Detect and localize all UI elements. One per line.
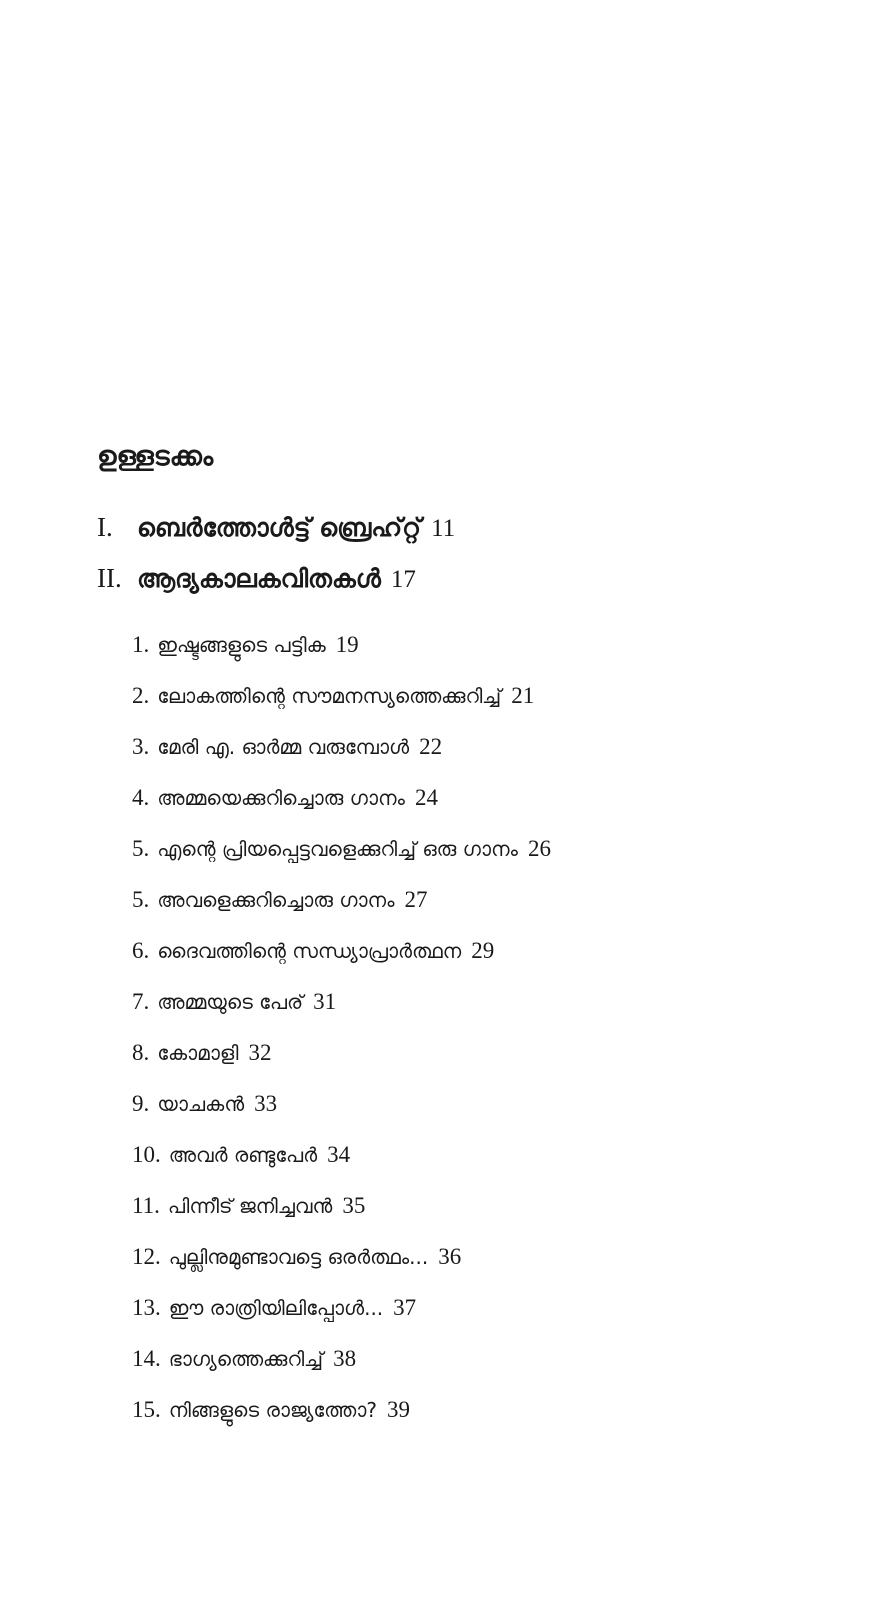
entry-number: 6. <box>132 938 150 963</box>
entry-page-number: 34 <box>327 1142 351 1167</box>
entry-number: 7. <box>132 989 150 1014</box>
entry-page-number: 22 <box>419 734 443 759</box>
entry-page-number: 24 <box>414 785 438 810</box>
entry-page-number: 27 <box>404 887 428 912</box>
toc-entry <box>132 1395 551 1446</box>
entry-title: മേരി എ. ഓർമ്മ വരുമ്പോൾ <box>157 735 410 759</box>
entry-number: 5. <box>132 836 150 861</box>
toc-entry <box>132 1038 551 1089</box>
toc-entry <box>132 885 551 936</box>
toc-entry <box>132 1293 551 1344</box>
toc-entry <box>132 732 551 783</box>
entry-number: 15. <box>132 1397 161 1422</box>
entry-title: ഈ രാത്രിയിലിപ്പോൾ... <box>168 1296 384 1320</box>
entry-number: 8. <box>132 1040 150 1065</box>
entry-number: 11. <box>132 1193 160 1218</box>
entry-page-number: 26 <box>527 836 551 861</box>
entry-number: 14. <box>132 1346 161 1371</box>
entry-number: 3. <box>132 734 150 759</box>
entry-page-number: 29 <box>471 938 495 963</box>
entry-title: ലോകത്തിന്റെ സൗമനസ്യത്തെക്കുറിച്ച് <box>157 684 502 708</box>
toc-entry-list <box>132 630 551 1446</box>
toc-entry <box>132 987 551 1038</box>
toc-entry <box>132 783 551 834</box>
part-title: ബെർത്തോൾട്ട് ബ്രെഹ്റ്റ് <box>137 513 422 542</box>
entry-title: അമ്മയുടെ പേര് <box>157 990 304 1014</box>
entry-title: അവർ രണ്ടുപേർ <box>168 1143 318 1167</box>
entry-page-number: 32 <box>248 1040 272 1065</box>
entry-title: അവളെക്കുറിച്ചൊരു ഗാനം <box>157 888 395 912</box>
entry-page-number: 38 <box>333 1346 357 1371</box>
entry-title: യാചകൻ <box>157 1092 245 1116</box>
part-number: II. <box>97 563 122 593</box>
entry-page-number: 21 <box>511 683 535 708</box>
entry-page-number: 39 <box>386 1397 410 1422</box>
entry-title: ഇഷ്ടങ്ങളുടെ പട്ടിക <box>157 633 326 657</box>
entry-number: 1. <box>132 632 150 657</box>
entry-number: 5. <box>132 887 150 912</box>
entry-number: 4. <box>132 785 150 810</box>
toc-entry <box>132 1344 551 1395</box>
entry-page-number: 31 <box>313 989 337 1014</box>
part-page-number: 11 <box>431 515 456 542</box>
entry-title: പിന്നീട് ജനിച്ചവൻ <box>167 1194 333 1218</box>
entry-number: 12. <box>132 1244 161 1269</box>
part-page-number: 17 <box>390 566 416 593</box>
entry-title: ഭാഗ്യത്തെക്കുറിച്ച് <box>168 1347 324 1371</box>
toc-entry <box>132 1140 551 1191</box>
toc-entry <box>132 630 551 681</box>
part-number: I. <box>97 512 113 542</box>
entry-title: അമ്മയെക്കുറിച്ചൊരു ഗാനം <box>157 786 405 810</box>
toc-entry <box>132 1089 551 1140</box>
entry-page-number: 36 <box>438 1244 462 1269</box>
entry-number: 9. <box>132 1091 150 1116</box>
part-title: ആദ്യകാലകവിതകൾ <box>137 564 381 593</box>
toc-entry <box>132 1191 551 1242</box>
entry-page-number: 33 <box>254 1091 278 1116</box>
entry-title: കോമാളി <box>157 1041 239 1065</box>
entry-title: നിങ്ങളുടെ രാജ്യത്തോ? <box>168 1398 377 1422</box>
toc-part-1 <box>97 511 455 545</box>
toc-entry <box>132 936 551 987</box>
entry-page-number: 37 <box>393 1295 417 1320</box>
entry-title: എന്റെ പ്രിയപ്പെട്ടവളെക്കുറിച്ച് ഒരു ഗാനം <box>157 837 518 861</box>
entry-number: 2. <box>132 683 150 708</box>
toc-entry <box>132 1242 551 1293</box>
entry-title: ദൈവത്തിന്റെ സന്ധ്യാപ്രാർത്ഥന <box>157 939 462 963</box>
toc-part-2 <box>97 562 416 596</box>
entry-page-number: 35 <box>342 1193 366 1218</box>
toc-entry <box>132 834 551 885</box>
entry-number: 10. <box>132 1142 161 1167</box>
entry-number: 13. <box>132 1295 161 1320</box>
toc-entry <box>132 681 551 732</box>
entry-page-number: 19 <box>335 632 359 657</box>
toc-heading: ഉള്ളടക്കം <box>97 441 214 472</box>
entry-title: പുല്ലിനുമുണ്ടാവട്ടെ ഒരർത്ഥം... <box>168 1245 429 1269</box>
